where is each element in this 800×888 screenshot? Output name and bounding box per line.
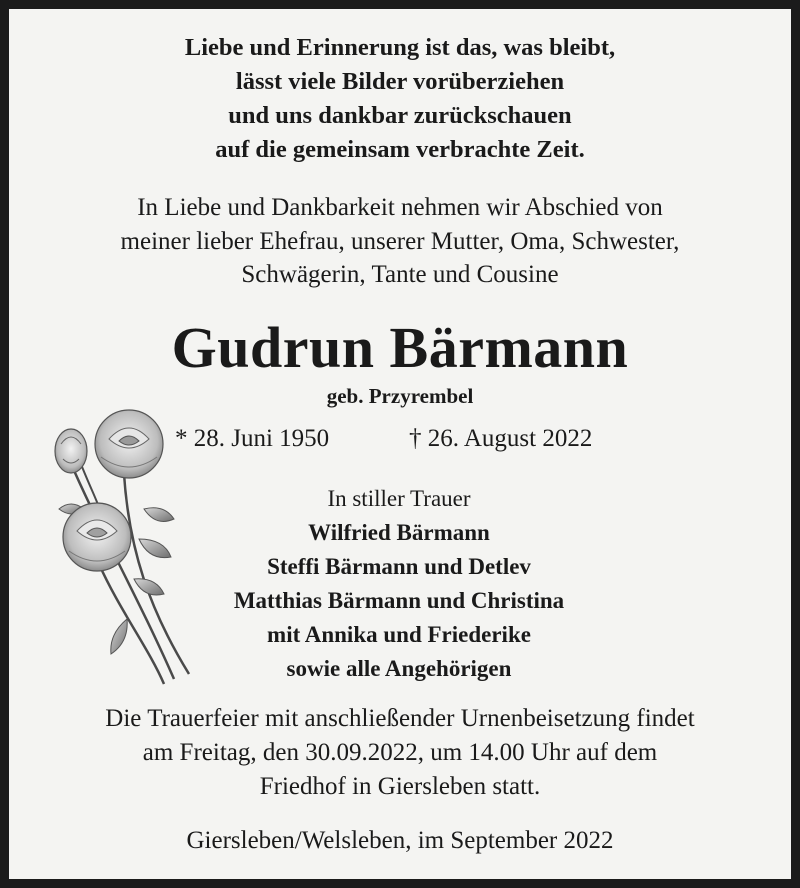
deceased-name: Gudrun Bärmann xyxy=(171,315,629,380)
verse-line: lässt viele Bilder vorüberziehen xyxy=(235,68,565,95)
memorial-verse xyxy=(9,31,791,167)
ceremony-line: am Freitag, den 30.09.2022, um 14.00 Uhr auf dem xyxy=(142,739,658,766)
intro-line: meiner lieber Ehefrau, unserer Mutter, Oma, Schwester, xyxy=(120,227,680,255)
farewell-intro xyxy=(9,191,791,292)
verse-line: Liebe und Erinnerung ist das, was bleibt, xyxy=(184,34,616,61)
mourner-name: Matthias Bärmann und Christina xyxy=(233,588,565,613)
ceremony-line: Friedhof in Giersleben statt. xyxy=(259,773,541,800)
maiden-name: geb. Przyrembel xyxy=(326,384,474,408)
intro-line: Schwägerin, Tante und Cousine xyxy=(241,261,559,288)
mourner-name: Steffi Bärmann und Detlev xyxy=(267,554,531,579)
ceremony-info xyxy=(9,702,791,804)
mourners-block xyxy=(169,482,629,686)
mourners-heading: In stiller Trauer xyxy=(327,486,471,511)
mourner-name: sowie alle Angehörigen xyxy=(286,656,512,681)
death-date: † 26. August 2022 xyxy=(409,425,593,452)
intro-line: In Liebe und Dankbarkeit nehmen wir Abschied von xyxy=(137,194,663,221)
verse-line: und uns dankbar zurückschauen xyxy=(228,102,572,129)
ceremony-line: Die Trauerfeier mit anschließender Urnenbeisetzung findet xyxy=(105,705,695,732)
place-and-date: Giersleben/Welsleben, im September 2022 xyxy=(186,827,614,854)
mourner-name: Wilfried Bärmann xyxy=(308,520,490,545)
birth-date: * 28. Juni 1950 xyxy=(175,425,330,452)
verse-line: auf die gemeinsam verbrachte Zeit. xyxy=(215,136,585,163)
mourner-name: mit Annika und Friederike xyxy=(267,622,531,647)
